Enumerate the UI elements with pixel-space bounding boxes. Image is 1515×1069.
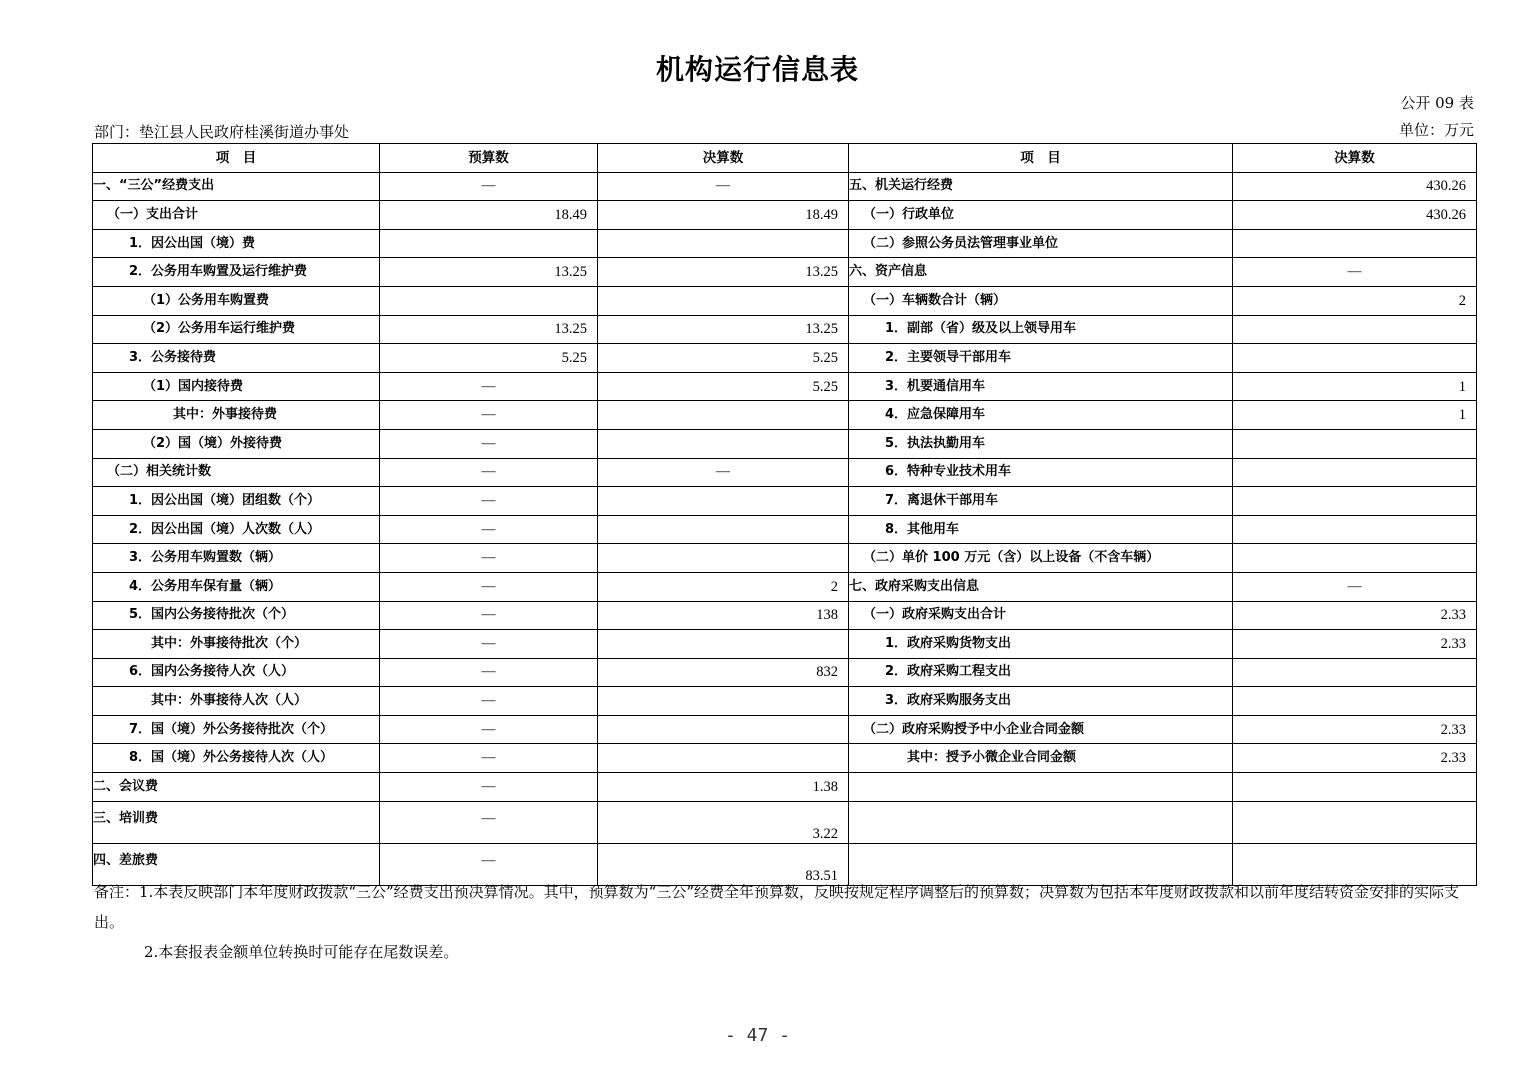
- right-final-value: [1233, 315, 1477, 344]
- budget-value: —: [380, 630, 598, 659]
- right-final-value: 430.26: [1233, 172, 1477, 201]
- right-item-label: 5．执法执勤用车: [849, 429, 1233, 458]
- final-value: 1.38: [598, 773, 849, 802]
- table-row: [93, 458, 1477, 487]
- budget-value: —: [380, 801, 598, 843]
- right-final-value: [1233, 229, 1477, 258]
- table-header-row: [93, 144, 1477, 173]
- note-1: 备注：1.本表反映部门本年度财政拨款“三公”经费支出预决算情况。其中，预算数为“三公”经费全年预算数，反映按规定程序调整后的预算数；决算数为包括本年度财政拨款和以前年度结转资金安排的实际支出。: [94, 883, 1459, 931]
- table-row: [93, 773, 1477, 802]
- right-item-label: 六、资产信息: [849, 258, 1233, 287]
- page-title: 机构运行信息表: [655, 53, 859, 86]
- left-item-label: （1）公务用车购置费: [93, 286, 380, 315]
- right-final-value: [1233, 687, 1477, 716]
- header-final-right: 决算数: [1233, 144, 1477, 173]
- left-item-label: 1．因公出国（境）费: [93, 229, 380, 258]
- final-value: [598, 286, 849, 315]
- table-row: [93, 229, 1477, 258]
- final-value: 832: [598, 658, 849, 687]
- table-row: [93, 572, 1477, 601]
- left-item-label: 一、“三公”经费支出: [93, 172, 380, 201]
- right-item-label: （一）政府采购支出合计: [849, 601, 1233, 630]
- budget-value: —: [380, 372, 598, 401]
- final-value: [598, 687, 849, 716]
- budget-value: 18.49: [380, 201, 598, 230]
- right-item-label: 2．主要领导干部用车: [849, 344, 1233, 373]
- table-row: [93, 687, 1477, 716]
- table-row: [93, 487, 1477, 516]
- right-item-label: 8．其他用车: [849, 515, 1233, 544]
- final-value: [598, 744, 849, 773]
- table-row: [93, 515, 1477, 544]
- right-item-label: （一）行政单位: [849, 201, 1233, 230]
- budget-value: 13.25: [380, 315, 598, 344]
- right-final-value: 1: [1233, 401, 1477, 430]
- table-row: [93, 715, 1477, 744]
- right-item-label: 3．机要通信用车: [849, 372, 1233, 401]
- budget-value: —: [380, 744, 598, 773]
- left-item-label: 6．国内公务接待人次（人）: [93, 658, 380, 687]
- right-item-label: （二）参照公务员法管理事业单位: [849, 229, 1233, 258]
- final-value: 3.22: [598, 801, 849, 843]
- right-final-value: —: [1233, 258, 1477, 287]
- left-item-label: 3．公务用车购置数（辆）: [93, 544, 380, 573]
- right-item-label: （二）单价 100 万元（含）以上设备（不含车辆）: [849, 544, 1233, 573]
- table-row: [93, 544, 1477, 573]
- final-value: [598, 229, 849, 258]
- notes: [94, 877, 1478, 967]
- right-final-value: 2.33: [1233, 744, 1477, 773]
- budget-value: —: [380, 429, 598, 458]
- table-row: [93, 429, 1477, 458]
- budget-value: —: [380, 715, 598, 744]
- table-row: [93, 801, 1477, 843]
- budget-value: [380, 229, 598, 258]
- left-item-label: 三、培训费: [93, 801, 380, 843]
- left-item-label: （2）公务用车运行维护费: [93, 315, 380, 344]
- final-value: 2: [598, 572, 849, 601]
- budget-value: —: [380, 572, 598, 601]
- table-row: [93, 658, 1477, 687]
- right-final-value: 2.33: [1233, 715, 1477, 744]
- budget-value: 5.25: [380, 344, 598, 373]
- table-row: [93, 401, 1477, 430]
- header-budget: 预算数: [380, 144, 598, 173]
- table-row: [93, 601, 1477, 630]
- unit-label: 单位：万元: [1398, 121, 1474, 139]
- left-item-label: 1．因公出国（境）团组数（个）: [93, 487, 380, 516]
- table-row: [93, 372, 1477, 401]
- form-code: 公开 09 表: [1400, 94, 1474, 112]
- right-item-label: [849, 773, 1233, 802]
- budget-value: —: [380, 601, 598, 630]
- right-item-label: [849, 801, 1233, 843]
- table-body: [93, 172, 1477, 885]
- left-item-label: 5．国内公务接待批次（个）: [93, 601, 380, 630]
- right-final-value: [1233, 515, 1477, 544]
- left-item-label: 4．公务用车保有量（辆）: [93, 572, 380, 601]
- table-row: [93, 315, 1477, 344]
- budget-value: —: [380, 773, 598, 802]
- table-row: [93, 172, 1477, 201]
- right-item-label: （二）政府采购授予中小企业合同金额: [849, 715, 1233, 744]
- budget-value: —: [380, 458, 598, 487]
- final-value: —: [598, 172, 849, 201]
- right-final-value: [1233, 544, 1477, 573]
- budget-value: —: [380, 658, 598, 687]
- header-item-right: 项 目: [849, 144, 1233, 173]
- header-item-left: 项 目: [93, 144, 380, 173]
- final-value: 5.25: [598, 372, 849, 401]
- right-item-label: 其中：授予小微企业合同金额: [849, 744, 1233, 773]
- budget-value: —: [380, 487, 598, 516]
- right-item-label: 6．特种专业技术用车: [849, 458, 1233, 487]
- right-item-label: 2．政府采购工程支出: [849, 658, 1233, 687]
- right-final-value: [1233, 801, 1477, 843]
- right-item-label: 1．副部（省）级及以上领导用车: [849, 315, 1233, 344]
- budget-value: —: [380, 687, 598, 716]
- right-final-value: [1233, 487, 1477, 516]
- right-final-value: [1233, 658, 1477, 687]
- final-value: 5.25: [598, 344, 849, 373]
- table-row: [93, 630, 1477, 659]
- left-item-label: 7．国（境）外公务接待批次（个）: [93, 715, 380, 744]
- table-row: [93, 344, 1477, 373]
- final-value: 138: [598, 601, 849, 630]
- budget-value: —: [380, 544, 598, 573]
- final-value: [598, 544, 849, 573]
- budget-value: 13.25: [380, 258, 598, 287]
- right-final-value: [1233, 458, 1477, 487]
- right-final-value: [1233, 429, 1477, 458]
- final-value: 13.25: [598, 315, 849, 344]
- right-final-value: [1233, 773, 1477, 802]
- right-final-value: 2.33: [1233, 630, 1477, 659]
- final-value: [598, 429, 849, 458]
- final-value: [598, 401, 849, 430]
- final-value: 18.49: [598, 201, 849, 230]
- final-value: [598, 715, 849, 744]
- right-item-label: 3．政府采购服务支出: [849, 687, 1233, 716]
- info-table: [92, 143, 1477, 886]
- final-value: 83.51: [598, 843, 849, 885]
- page-number: - 47 -: [724, 1025, 791, 1046]
- left-item-label: 其中：外事接待费: [93, 401, 380, 430]
- right-final-value: 2: [1233, 286, 1477, 315]
- right-item-label: 1．政府采购货物支出: [849, 630, 1233, 659]
- budget-value: —: [380, 843, 598, 885]
- left-item-label: 2．因公出国（境）人次数（人）: [93, 515, 380, 544]
- left-item-label: （2）国（境）外接待费: [93, 429, 380, 458]
- final-value: —: [598, 458, 849, 487]
- table-row: [93, 201, 1477, 230]
- right-final-value: 2.33: [1233, 601, 1477, 630]
- left-item-label: 二、会议费: [93, 773, 380, 802]
- right-final-value: 430.26: [1233, 201, 1477, 230]
- final-value: 13.25: [598, 258, 849, 287]
- budget-value: —: [380, 172, 598, 201]
- right-item-label: （一）车辆数合计（辆）: [849, 286, 1233, 315]
- department-label: 部门：垫江县人民政府桂溪街道办事处: [94, 123, 350, 141]
- left-item-label: 2．公务用车购置及运行维护费: [93, 258, 380, 287]
- left-item-label: 3．公务接待费: [93, 344, 380, 373]
- table-row: [93, 258, 1477, 287]
- right-item-label: 7．离退休干部用车: [849, 487, 1233, 516]
- final-value: [598, 630, 849, 659]
- right-item-label: 4．应急保障用车: [849, 401, 1233, 430]
- budget-value: —: [380, 401, 598, 430]
- final-value: [598, 487, 849, 516]
- right-item-label: 五、机关运行经费: [849, 172, 1233, 201]
- left-item-label: 8．国（境）外公务接待人次（人）: [93, 744, 380, 773]
- right-final-value: 1: [1233, 372, 1477, 401]
- header-final-left: 决算数: [598, 144, 849, 173]
- left-item-label: （1）国内接待费: [93, 372, 380, 401]
- table-row: [93, 744, 1477, 773]
- right-item-label: 七、政府采购支出信息: [849, 572, 1233, 601]
- budget-value: [380, 286, 598, 315]
- left-item-label: 四、差旅费: [93, 843, 380, 885]
- table-row: [93, 286, 1477, 315]
- final-value: [598, 515, 849, 544]
- left-item-label: （一）支出合计: [93, 201, 380, 230]
- right-final-value: —: [1233, 572, 1477, 601]
- note-2: 2.本套报表金额单位转换时可能存在尾数误差。: [144, 943, 459, 961]
- left-item-label: 其中：外事接待批次（个）: [93, 630, 380, 659]
- budget-value: —: [380, 515, 598, 544]
- right-final-value: [1233, 344, 1477, 373]
- left-item-label: 其中：外事接待人次（人）: [93, 687, 380, 716]
- left-item-label: （二）相关统计数: [93, 458, 380, 487]
